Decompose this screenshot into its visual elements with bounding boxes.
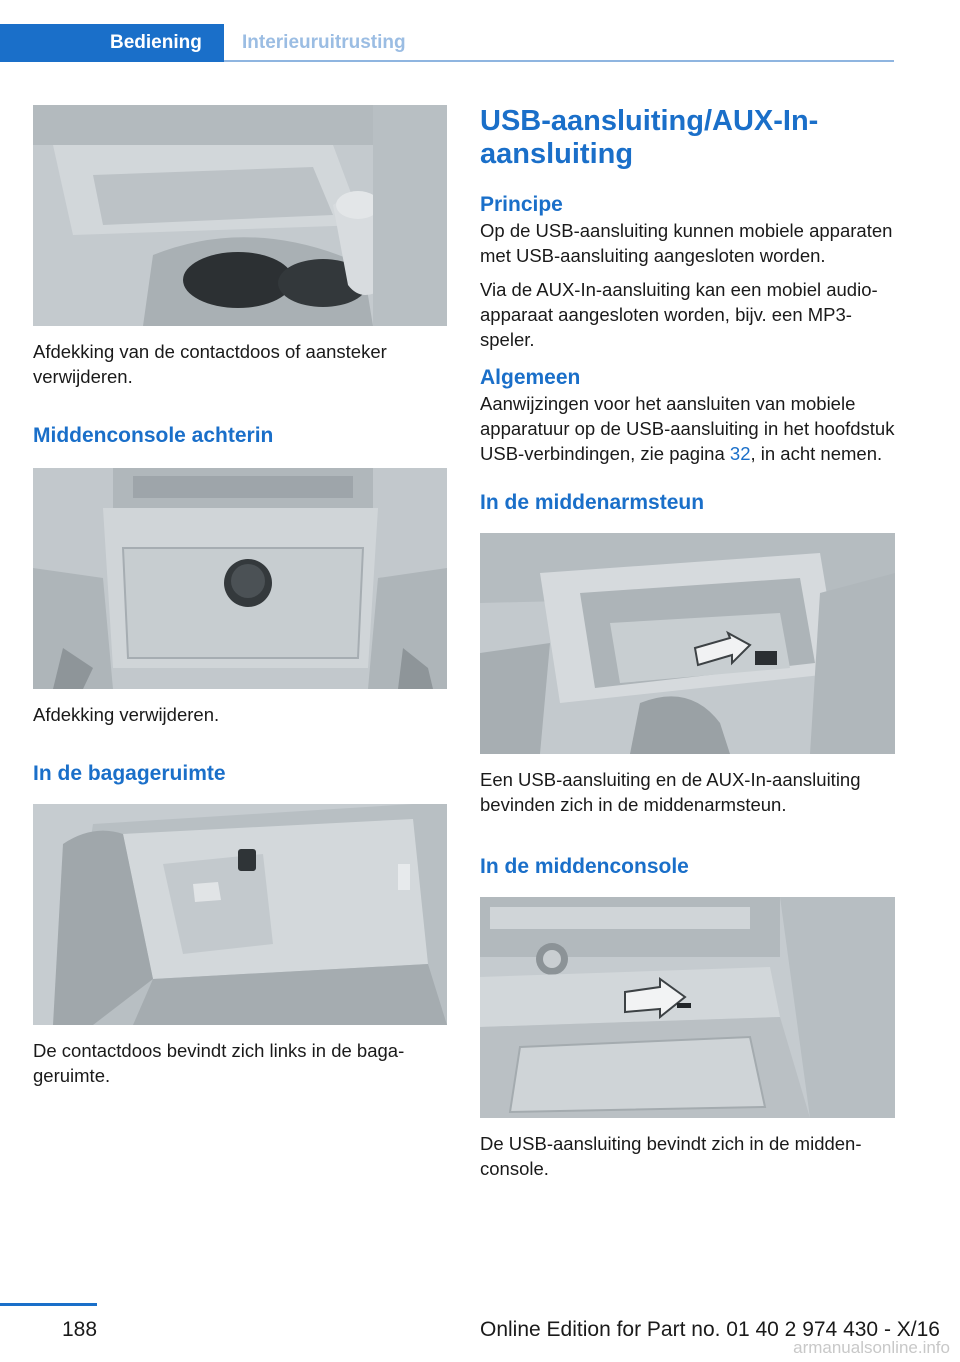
- right-column: [480, 105, 895, 1181]
- middle-console-photo: [480, 897, 895, 1118]
- watermark: armanualsonline.info: [793, 1338, 950, 1357]
- heading-trunk: In de bagageruimte: [33, 762, 226, 785]
- left-column: [33, 105, 447, 1088]
- algemeen-text-after: , in acht nemen.: [750, 443, 883, 464]
- cupholder-photo: [33, 105, 447, 326]
- trunk-caption: De contactdoos bevindt zich links in de bagageruimte.: [33, 1040, 405, 1086]
- armrest-photo: [480, 533, 895, 754]
- principe-paragraph-2: Via de AUX-In-aansluiting kan een mobiel audio-apparaat aangesloten worden, bijv. een MP3-speler.: [480, 279, 878, 350]
- page-number: 188: [62, 1318, 98, 1341]
- algemeen-text-before: Aanwijzingen voor het aansluiten van mobiele apparatuur op de USB-aansluiting in het hoofdstuk USB-verbindingen, zie pagina: [480, 393, 895, 464]
- page-header: [0, 0, 894, 64]
- page-reference-link[interactable]: 32: [729, 443, 751, 464]
- trunk-photo: [33, 804, 447, 1025]
- armrest-caption: Een USB-aansluiting en de AUX-In-aansluiting bevinden zich in de middenarmsteun.: [480, 769, 861, 815]
- section-tab[interactable]: Interieuruitrusting: [242, 32, 406, 53]
- heading-algemeen: Algemeen: [480, 366, 581, 389]
- heading-rear-console: Middenconsole achterin: [33, 424, 274, 447]
- heading-armrest: In de middenarmsteun: [480, 491, 705, 514]
- section-title: USB-aansluiting/AUX-In-aansluiting: [480, 105, 819, 170]
- rear-console-photo: [33, 468, 447, 689]
- header-divider: [224, 60, 894, 62]
- algemeen-paragraph: [480, 391, 895, 466]
- middle-console-caption: De USB-aansluiting bevindt zich in de middenconsole.: [480, 1133, 862, 1179]
- edition-note: Online Edition for Part no. 01 40 2 974 430 - X/16: [480, 1318, 940, 1341]
- chapter-tab[interactable]: Bediening: [0, 24, 224, 62]
- footer-accent-bar: [0, 1303, 97, 1306]
- cupholder-caption: Afdekking van de contactdoos of aansteker verwijderen.: [33, 341, 387, 387]
- heading-middle-console: In de middenconsole: [480, 855, 689, 878]
- principe-paragraph-1: Op de USB-aansluiting kunnen mobiele apparaten met USB-aansluiting aangesloten worden.: [480, 220, 893, 266]
- heading-principe: Principe: [480, 193, 563, 216]
- rear-console-caption: Afdekking verwijderen.: [33, 704, 220, 725]
